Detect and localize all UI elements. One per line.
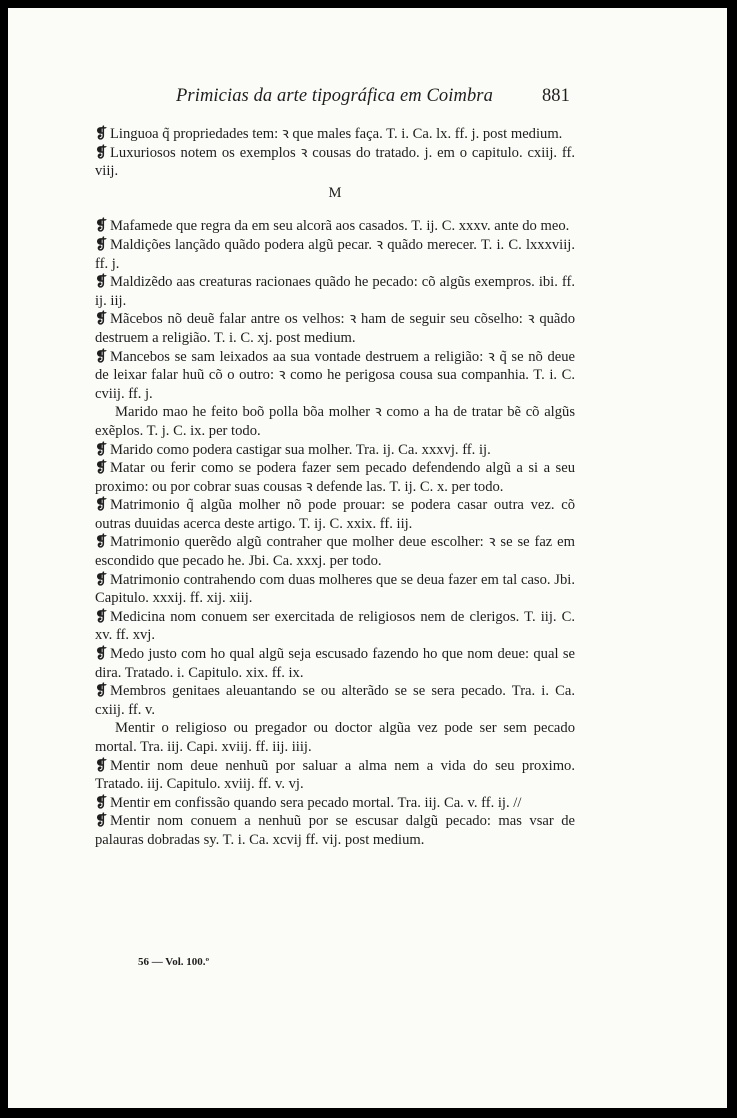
entry-text: Maldições lançãdo quãdo podera algũ pecar. ꝛ quãdo merecer. T. i. C. lxxxviij. ff. j. <box>95 236 575 272</box>
index-entry <box>95 144 575 181</box>
index-entry <box>95 125 575 144</box>
paragraph-mark: ❡ <box>95 348 108 365</box>
index-entry <box>95 608 575 645</box>
index-entry <box>95 217 575 236</box>
entry-text: Linguoa q̃ propriedades tem: ꝛ que males faça. T. i. Ca. lx. ff. j. post medium. <box>110 126 563 142</box>
paragraph-mark: ❡ <box>95 794 108 811</box>
running-head <box>176 86 570 107</box>
entry-text: Mãcebos nõ deuẽ falar antre os velhos: ꝛ ham de seguir seu cõselho: ꝛ quãdo destruem a religião. T. i. C. xj. post medium. <box>95 311 575 346</box>
paragraph-mark: ❡ <box>95 683 108 700</box>
index-entry <box>95 441 575 460</box>
section-letter: M <box>328 184 342 201</box>
entries-after-letter <box>95 217 575 849</box>
index-entries <box>95 125 575 850</box>
book-page <box>8 8 727 1108</box>
entry-text: Matar ou ferir como se podera fazer sem pecado defendendo algũ a si a seu proximo: ou por cobrar suas cousas ꝛ defende las. T. ij. C. x. per todo. <box>95 460 575 495</box>
paragraph-mark: ❡ <box>95 608 108 625</box>
entry-text: Mentir nom deue nenhuũ por saluar a alma nem a vida do seu proximo. Tratado. iij. Capitulo. xviij. ff. v. vj. <box>95 757 575 793</box>
index-entry <box>95 794 575 813</box>
paragraph-mark: ❡ <box>95 218 108 235</box>
index-entry <box>95 533 575 570</box>
entry-text: Matrimonio contrahendo com duas molheres que se deua fazer em tal caso. Jbi. Capitulo. xxxij. ff. xij. xiij. <box>95 571 575 607</box>
index-entry <box>95 719 575 756</box>
index-entry <box>95 310 575 347</box>
entry-text: Mentir o religioso ou pregador ou doctor algũa vez pode ser sem pecado mortal. Tra. iij. Capi. xviij. ff. iij. iiij. <box>95 720 575 755</box>
entry-text: Mentir em confissão quando sera pecado mortal. Tra. iij. Ca. v. ff. ij. // <box>110 794 522 811</box>
index-entry <box>95 236 575 273</box>
entry-text: Marido como podera castigar sua molher. Tra. ij. Ca. xxxvj. ff. ij. <box>110 441 491 458</box>
index-entry <box>95 459 575 496</box>
footer-signature: 56 — Vol. 100.º <box>138 956 210 968</box>
index-entry <box>95 496 575 533</box>
paragraph-mark: ❡ <box>95 497 108 514</box>
paragraph-mark: ❡ <box>95 144 108 161</box>
entry-text: Medo justo com ho qual algũ seja escusado fazendo ho que nom deue: qual se dira. Tratado. i. Capitulo. xix. ff. ix. <box>95 646 575 681</box>
page-number: 881 <box>541 86 570 106</box>
paragraph-mark: ❡ <box>95 534 108 551</box>
index-entry <box>95 273 575 310</box>
entry-text: Marido mao he feito boõ polla bõa molher ꝛ como a ha de tratar bẽ cõ algũs exẽplos. T. j. C. ix. per todo. <box>95 404 575 439</box>
entry-text: Mafamede que regra da em seu alcorã aos casados. T. ij. C. xxxv. ante do meo. <box>110 218 570 235</box>
index-entry <box>95 348 575 404</box>
paragraph-mark: ❡ <box>95 460 108 477</box>
entry-text: Membros genitaes aleuantando se ou alterãdo se se sera pecado. Tra. i. Ca. cxiij. ff. v. <box>95 683 575 718</box>
paragraph-mark: ❡ <box>95 236 108 253</box>
paragraph-mark: ❡ <box>95 274 108 291</box>
paragraph-mark: ❡ <box>95 311 108 328</box>
entry-text: Medicina nom conuem ser exercitada de religiosos nem de clerigos. T. iij. C. xv. ff. xvj. <box>95 608 575 644</box>
paragraph-mark: ❡ <box>95 813 108 830</box>
paragraph-mark: ❡ <box>95 126 108 142</box>
entries-before-letter <box>95 125 575 181</box>
paragraph-mark: ❡ <box>95 571 108 588</box>
entry-text: Mentir nom conuem a nenhuũ por se escusar dalgũ pecado: mas vsar de palauras dobradas sy. T. i. Ca. xcvij ff. vij. post medium. <box>95 813 575 848</box>
entry-text: Luxuriosos notem os exemplos ꝛ cousas do tratado. j. em o capitulo. cxiij. ff. viij. <box>95 144 575 180</box>
paragraph-mark: ❡ <box>95 646 108 663</box>
entry-text: Mancebos se sam leixados aa sua vontade destruem a religião: ꝛ q̃ se nõ deue de leixar falar huũ cõ o outro: ꝛ como he perigosa cousa sua companhia. T. i. C. cviij. ff. j. <box>95 348 575 402</box>
entry-text: Matrimonio querẽdo algũ contraher que molher deue escolher: ꝛ se se faz em escondido que pecado he. Jbi. Ca. xxxj. per todo. <box>95 534 575 570</box>
index-entry <box>95 645 575 682</box>
entry-text: Matrimonio q̃ algũa molher nõ pode prouar: se podera casar outra vez. cõ outras duuidas acerca deste artigo. T. ij. C. xxix. ff. iij. <box>95 497 575 532</box>
entry-text: Maldizẽdo aas creaturas racionaes quãdo he pecado: cõ algũs exempros. ibi. ff. ij. iij. <box>95 274 575 309</box>
index-entry <box>95 682 575 719</box>
paragraph-mark: ❡ <box>95 441 108 458</box>
index-entry <box>95 571 575 608</box>
running-title: Primicias da arte tipográfica em Coimbra <box>176 86 493 106</box>
index-entry <box>95 812 575 849</box>
index-entry <box>95 403 575 440</box>
index-entry <box>95 757 575 794</box>
paragraph-mark: ❡ <box>95 757 108 774</box>
